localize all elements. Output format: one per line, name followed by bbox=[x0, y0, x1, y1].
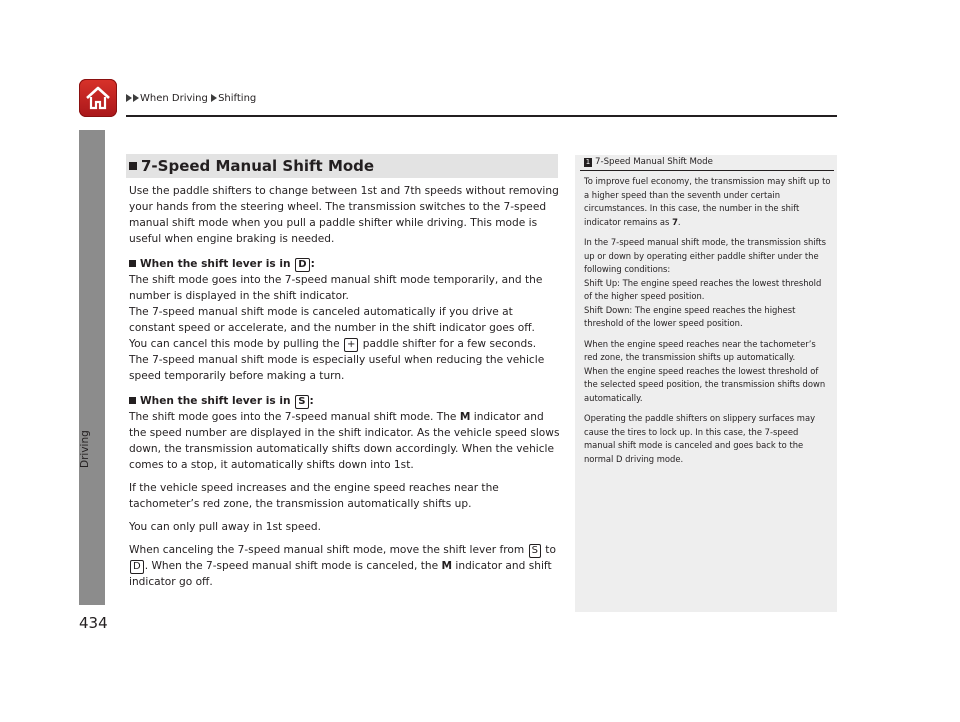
paragraph: You can only pull away in 1st speed. bbox=[129, 521, 321, 533]
key-plus: + bbox=[344, 338, 358, 352]
breadcrumb-arrow-icon bbox=[126, 94, 132, 102]
home-button[interactable] bbox=[79, 79, 117, 117]
paragraph: The shift mode goes into the 7-speed manual shift mode temporarily, and the number is displayed in the shift indicator. bbox=[129, 274, 543, 302]
breadcrumb-arrow-icon bbox=[133, 94, 139, 102]
paragraph: When canceling the 7-speed manual shift mode, move the shift lever from S to D . When the 7-speed manual shift mode is canceled, the M indicator and shift indicator go off. bbox=[129, 544, 556, 588]
note-paragraph: To improve fuel economy, the transmission may shift up to a higher speed than the seventh under certain circumstances. In this case, the number in the shift indicator remains as 7. bbox=[584, 176, 831, 227]
main-content bbox=[129, 183, 561, 590]
breadcrumb-arrow-icon bbox=[211, 94, 217, 102]
note-paragraph: Operating the paddle shifters on slippery surfaces may cause the tires to lock up. In this case, the 7-speed manual shift mode is canceled and goes back to the normal D driving mode. bbox=[584, 413, 816, 464]
header-rule bbox=[126, 115, 837, 117]
intro-paragraph: Use the paddle shifters to change between 1st and 7th speeds without removing your hands from the steering wheel. The transmission switches to the 7-speed manual shift mode when you pull a paddle shifter while driving. This mode is useful when engine braking is needed. bbox=[129, 185, 559, 245]
reference-icon: 1 bbox=[585, 158, 591, 166]
subheading-s: When the shift lever is in S : bbox=[129, 393, 561, 409]
paragraph: The shift mode goes into the 7-speed manual shift mode. The M indicator and the speed number are displayed in the shift indicator. As the vehicle speed slows down, the transmission automatically shifts down accordingly. When the vehicle comes to a stop, it automatically shifts down into 1st. bbox=[129, 411, 560, 471]
side-note-rule bbox=[580, 170, 834, 171]
section-title: 7-Speed Manual Shift Mode bbox=[141, 157, 375, 175]
paragraph: You can cancel this mode by pulling the + paddle shifter for a few seconds. bbox=[129, 338, 537, 350]
note-paragraph: When the engine speed reaches near the tachometer’s red zone, the transmission shifts up automatically. bbox=[584, 338, 816, 362]
square-bullet-icon bbox=[129, 397, 136, 404]
key-s: S bbox=[295, 395, 308, 409]
page-number: 434 bbox=[79, 614, 108, 632]
side-note bbox=[575, 155, 837, 612]
note-paragraph: Shift Down: The engine speed reaches the highest threshold of the lower speed position. bbox=[584, 304, 796, 328]
note-paragraph: In the 7-speed manual shift mode, the transmission shifts up or down by operating either paddle shifter under the following conditions: bbox=[584, 237, 827, 274]
chapter-sidebar bbox=[79, 130, 105, 605]
square-bullet-icon bbox=[129, 260, 136, 267]
key-d: D bbox=[295, 258, 309, 272]
paragraph: If the vehicle speed increases and the engine speed reaches near the tachometer’s red zone, the transmission automatically shifts up. bbox=[129, 482, 499, 510]
breadcrumb-item[interactable]: When Driving bbox=[140, 93, 208, 104]
paragraph: The 7-speed manual shift mode is canceled automatically if you drive at constant speed or accelerate, and the number in the shift indicator goes off. bbox=[129, 306, 535, 334]
square-bullet-icon bbox=[129, 162, 137, 170]
subheading-d: When the shift lever is in D : bbox=[129, 256, 561, 272]
breadcrumb bbox=[126, 93, 256, 104]
note-paragraph: Shift Up: The engine speed reaches the lowest threshold of the higher speed position. bbox=[584, 277, 822, 301]
side-note-body bbox=[584, 175, 832, 466]
key-s: S bbox=[529, 544, 541, 558]
paragraph: The 7-speed manual shift mode is especially useful when reducing the vehicle speed temporarily before making a turn. bbox=[129, 354, 545, 382]
side-note-title: 1 7-Speed Manual Shift Mode bbox=[585, 157, 713, 167]
chapter-label: Driving bbox=[79, 430, 91, 468]
breadcrumb-item[interactable]: Shifting bbox=[218, 93, 257, 104]
section-heading bbox=[126, 154, 558, 178]
home-icon bbox=[84, 84, 112, 112]
note-paragraph: When the engine speed reaches the lowest threshold of the selected speed position, the transmission shifts down automatically. bbox=[584, 365, 826, 403]
key-d: D bbox=[130, 560, 144, 574]
